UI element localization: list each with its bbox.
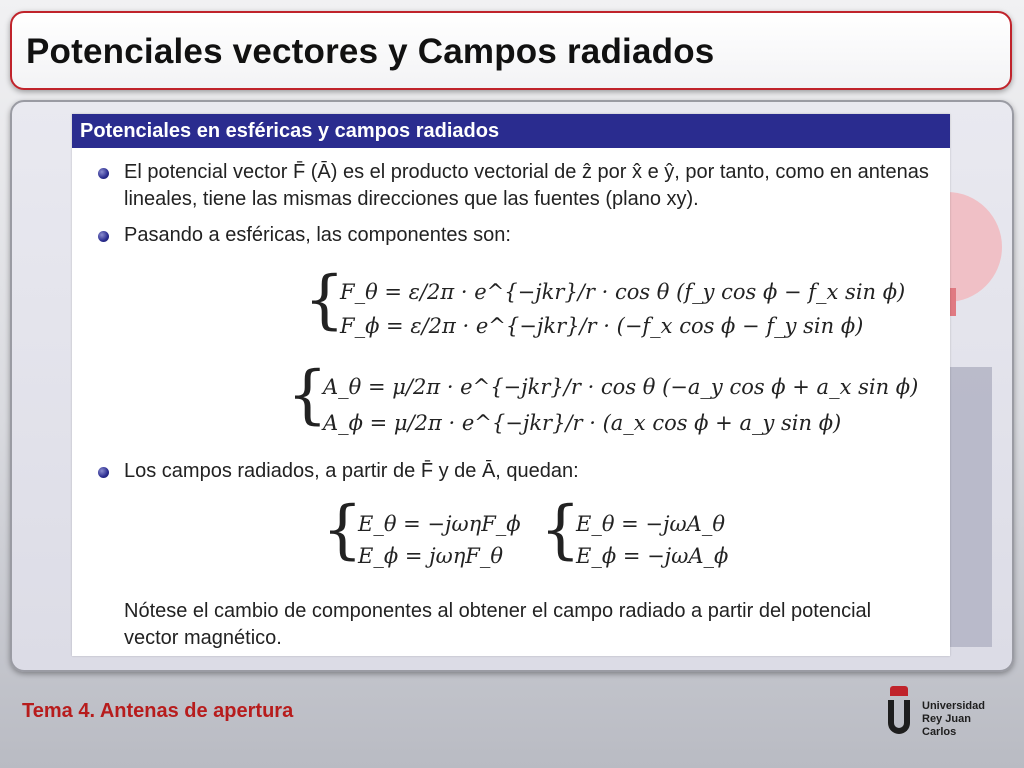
slide-title: Potenciales vectores y Campos radiados [26, 32, 715, 71]
equation-F-phi: F_ϕ = ε/2π · e^{−jkr}/r · (−f_x cos ϕ − f_y sin ϕ) [340, 314, 864, 338]
logo-u-mark [888, 700, 910, 734]
bullet-icon [98, 168, 109, 179]
left-brace: { [540, 493, 581, 567]
logo-line-2: Rey Juan Carlos [922, 713, 971, 738]
title-bar [10, 11, 1012, 90]
bullet-text: Los campos radiados, a partir de F̄ y de Ā, quedan: [124, 460, 579, 482]
field-E-theta-A: E_θ = −jωA_θ [576, 512, 725, 536]
left-brace: { [322, 493, 363, 567]
beamer-block [72, 114, 950, 656]
university-logo [886, 684, 996, 754]
left-brace: { [287, 358, 328, 432]
bullet-text: El potencial vector F̄ (Ā) es el producto vectorial de ẑ por x̂ e ŷ, por tanto, como en antenas lineales, tiene las mismas direcciones que las fuentes (plano xy). [124, 161, 929, 210]
bullet-item [102, 222, 932, 249]
bullet-item [102, 458, 932, 485]
bullet-icon [98, 231, 109, 242]
field-E-theta-F: E_θ = −jωηF_ϕ [358, 512, 521, 536]
bullet-icon [98, 467, 109, 478]
note-text: Nótese el cambio de componentes al obtener el campo radiado a partir del potencial vector magnético. [124, 600, 872, 649]
bullet-item [102, 159, 932, 213]
equation-A-theta: A_θ = μ/2π · e^{−jkr}/r · cos θ (−a_y cos ϕ + a_x sin ϕ) [323, 375, 919, 399]
block-title: Potenciales en esféricas y campos radiados [72, 114, 950, 148]
logo-line-1: Universidad [922, 700, 985, 712]
field-E-phi-F: E_ϕ = jωηF_θ [358, 544, 504, 568]
left-brace: { [304, 263, 345, 337]
equation-A-phi: A_ϕ = μ/2π · e^{−jkr}/r · (a_x cos ϕ + a_y sin ϕ) [323, 411, 842, 435]
bullet-text: Pasando a esféricas, las componentes son: [124, 224, 511, 246]
logo-name [922, 700, 996, 739]
footer-title: Tema 4. Antenas de apertura [22, 700, 294, 722]
crown-icon [890, 686, 908, 696]
equation-F-theta: F_θ = ε/2π · e^{−jkr}/r · cos θ (f_y cos ϕ − f_x sin ϕ) [340, 280, 906, 304]
field-E-phi-A: E_ϕ = −jωA_ϕ [576, 544, 729, 568]
